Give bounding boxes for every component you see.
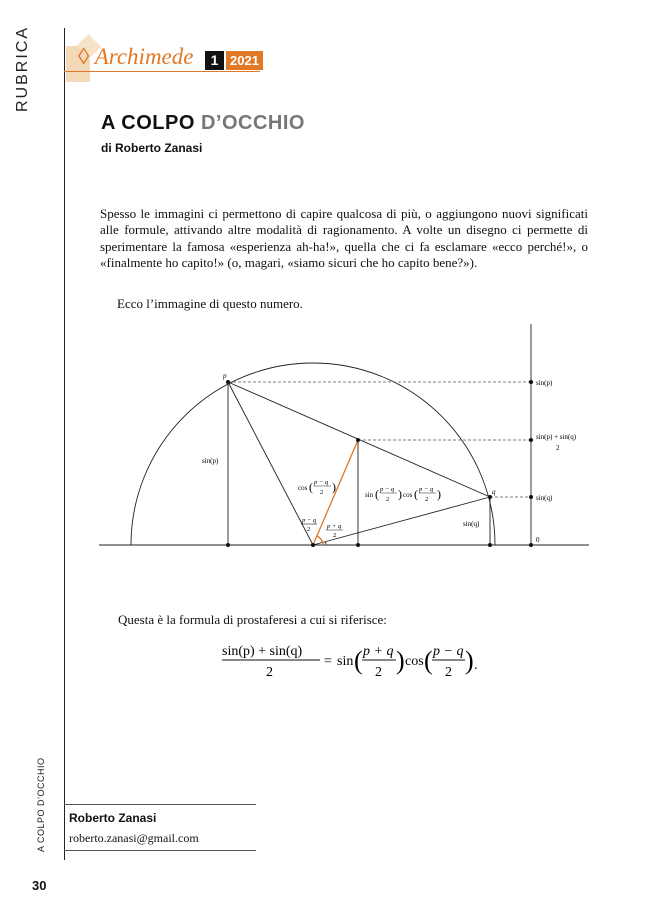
angle-label-pmq-den: 2 <box>307 526 311 533</box>
prosthaphaeresis-diagram <box>95 322 600 557</box>
issue-number: 1 <box>205 51 224 70</box>
section-label: A COLPO D’OCCHIO <box>36 757 46 852</box>
point-base-p <box>226 543 230 547</box>
magazine-name: Archimede <box>94 44 194 69</box>
angle-label-ppq-den: 2 <box>333 532 337 539</box>
point-center <box>311 543 315 547</box>
formula-sin: sin <box>337 654 354 669</box>
axis-point-sin-q <box>529 495 533 499</box>
body-paragraph-1: Spesso le immagini ci permettono di capire qualcosa di più, o aggiungono nuovi significati alle formule, attivando altre modalità di ragionamento. A volte un disegno ci permette di sperimentare la famosa «esperienza ah-ha!», quella che ci fa esclamare «ecco perché!», o «finalmente ho capito!» (o, magari, «siamo sicuri che ho capito bene?»). <box>100 206 588 271</box>
title-part-2: D’OCCHIO <box>200 112 305 134</box>
issue-year: 2021 <box>226 51 263 70</box>
label-p: p <box>223 372 227 380</box>
sin-frac-num: p − q <box>380 486 395 493</box>
signature-rule-top <box>64 804 256 805</box>
frac2-numerator: p − q <box>433 644 464 659</box>
header-rule <box>64 71 260 72</box>
cos-frac-den: 2 <box>320 489 324 496</box>
label-sin: sin <box>365 491 374 499</box>
magazine-ornament: ◊ <box>78 44 95 69</box>
point-p <box>226 380 230 384</box>
radius-p <box>228 382 313 545</box>
label-sin-p-left: sin(p) <box>202 457 219 465</box>
lhs-denominator: 2 <box>266 665 273 680</box>
signature-rule-bottom <box>64 850 256 851</box>
axis-label-sin-q: sin(q) <box>536 494 553 502</box>
cos2-frac-num: p − q <box>419 486 434 493</box>
label-cos: cos <box>298 484 308 492</box>
cos-paren-right: ) <box>332 480 336 494</box>
axis-point-sin-p <box>529 380 533 384</box>
formula-cos: cos <box>405 654 424 669</box>
prosthaphaeresis-formula <box>220 638 480 682</box>
cos-frac-num: p − q <box>314 479 329 486</box>
paren-1-right: ) <box>396 646 405 675</box>
point-base-q <box>488 543 492 547</box>
magazine-title <box>78 44 193 70</box>
frac1-numerator: p + q <box>363 644 394 659</box>
sin-frac-den: 2 <box>386 496 390 503</box>
label-sin-q-bottom: sin(q) <box>463 520 480 528</box>
equals-sign: = <box>324 654 332 669</box>
cos-paren-left: ( <box>309 480 313 494</box>
paren-1-left: ( <box>354 646 363 675</box>
paren-2-left: ( <box>424 646 433 675</box>
formula-intro: Questa è la formula di prostaferesi a cui si riferisce: <box>118 612 387 627</box>
axis-point-zero <box>529 543 533 547</box>
left-margin-line <box>64 28 65 860</box>
body-paragraph-2: Ecco l’immagine di questo numero. <box>117 296 303 311</box>
frac1-denominator: 2 <box>375 665 382 680</box>
point-base-mid <box>356 543 360 547</box>
frac2-denominator: 2 <box>445 665 452 680</box>
lhs-numerator: sin(p) + sin(q) <box>222 644 303 659</box>
article-byline: di Roberto Zanasi <box>101 141 203 155</box>
signature-name: Roberto Zanasi <box>69 811 157 825</box>
article-title <box>101 112 305 135</box>
paren-2-right: ) <box>465 646 474 675</box>
point-mid <box>356 438 360 442</box>
angle-arc-grey <box>325 541 326 545</box>
axis-label-sin-p: sin(p) <box>536 379 553 387</box>
axis-label-avg-num: sin(p) + sin(q) <box>536 433 577 441</box>
cos2-frac-den: 2 <box>425 496 429 503</box>
formula-period: . <box>474 658 478 673</box>
angle-label-ppq-num: p + q <box>327 523 342 530</box>
page-number: 30 <box>32 878 47 893</box>
sin-paren-left: ( <box>375 487 379 501</box>
title-part-1: A COLPO <box>101 112 195 134</box>
cos2-paren-left: ( <box>414 487 418 501</box>
axis-label-avg-den: 2 <box>556 444 560 452</box>
label-cos-2: cos <box>403 491 413 499</box>
rubric-label: RUBRICA <box>14 25 31 112</box>
cos2-paren-right: ) <box>437 487 441 501</box>
axis-point-avg <box>529 438 533 442</box>
axis-label-zero: 0 <box>536 536 540 544</box>
sin-paren-right: ) <box>398 487 402 501</box>
angle-label-pmq-num: p − q <box>302 517 317 524</box>
label-q: q <box>492 488 496 496</box>
signature-email[interactable]: roberto.zanasi@gmail.com <box>69 831 199 845</box>
